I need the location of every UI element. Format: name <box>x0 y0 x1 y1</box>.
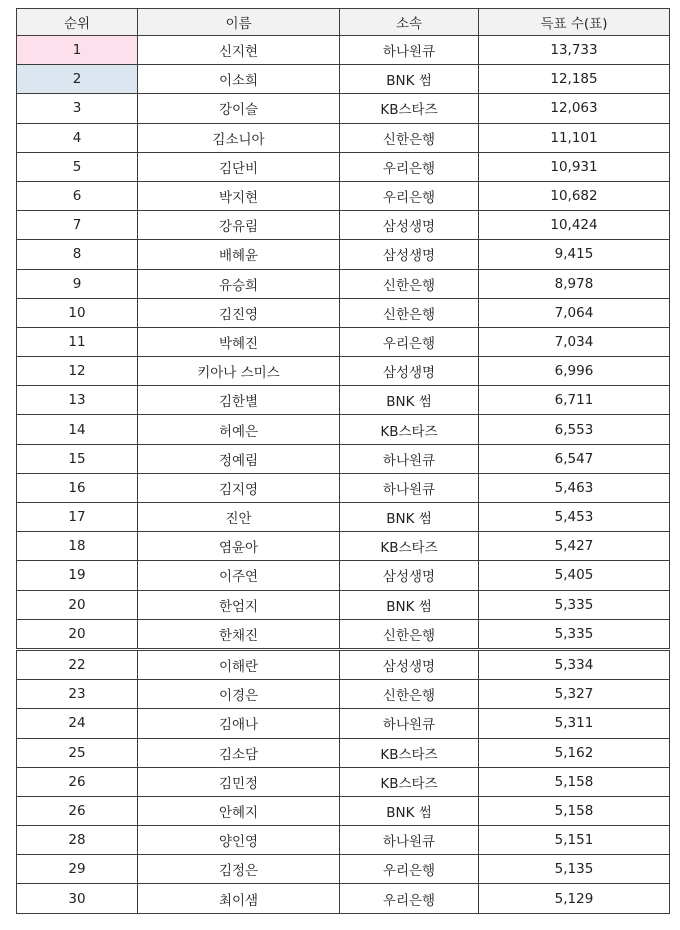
table-row <box>17 123 670 152</box>
votes-cell: 5,311 <box>479 709 670 738</box>
table-row <box>17 65 670 94</box>
votes-cell: 5,453 <box>479 503 670 532</box>
votes-cell: 5,335 <box>479 619 670 649</box>
name-cell: 한엄지 <box>138 590 340 619</box>
name-cell: 김진영 <box>138 298 340 327</box>
vote-ranking-table <box>16 8 670 914</box>
table-row <box>17 240 670 269</box>
rank-cell: 17 <box>17 503 138 532</box>
name-cell: 진안 <box>138 503 340 532</box>
table-row <box>17 152 670 181</box>
rank-cell: 28 <box>17 826 138 855</box>
votes-cell: 10,931 <box>479 152 670 181</box>
name-cell: 키아나 스미스 <box>138 357 340 386</box>
team-cell: 삼성생명 <box>340 357 479 386</box>
team-cell: KB스타즈 <box>340 738 479 767</box>
table-row <box>17 709 670 738</box>
votes-cell: 6,553 <box>479 415 670 444</box>
team-cell: 신한은행 <box>340 298 479 327</box>
rank-cell: 15 <box>17 444 138 473</box>
votes-cell: 12,185 <box>479 65 670 94</box>
name-cell: 이주연 <box>138 561 340 590</box>
table-row <box>17 386 670 415</box>
votes-cell: 5,334 <box>479 649 670 679</box>
votes-cell: 9,415 <box>479 240 670 269</box>
votes-cell: 13,733 <box>479 36 670 65</box>
team-cell: 삼성생명 <box>340 649 479 679</box>
table-row <box>17 884 670 913</box>
rank-cell: 29 <box>17 855 138 884</box>
table-row <box>17 796 670 825</box>
table-row <box>17 269 670 298</box>
team-cell: 우리은행 <box>340 152 479 181</box>
name-cell: 이소희 <box>138 65 340 94</box>
votes-cell: 10,682 <box>479 181 670 210</box>
team-cell: 하나원큐 <box>340 444 479 473</box>
rank-cell: 6 <box>17 181 138 210</box>
name-cell: 배혜윤 <box>138 240 340 269</box>
name-cell: 최이샘 <box>138 884 340 913</box>
rank-cell: 2 <box>17 65 138 94</box>
team-cell: 우리은행 <box>340 855 479 884</box>
name-cell: 박혜진 <box>138 327 340 356</box>
name-cell: 강이슬 <box>138 94 340 123</box>
rank-cell: 3 <box>17 94 138 123</box>
votes-cell: 5,335 <box>479 590 670 619</box>
votes-cell: 5,158 <box>479 767 670 796</box>
team-cell: 하나원큐 <box>340 36 479 65</box>
votes-cell: 5,151 <box>479 826 670 855</box>
name-cell: 양인영 <box>138 826 340 855</box>
team-cell: 하나원큐 <box>340 709 479 738</box>
team-cell: 삼성생명 <box>340 561 479 590</box>
rank-cell: 13 <box>17 386 138 415</box>
votes-cell: 5,129 <box>479 884 670 913</box>
table-row <box>17 415 670 444</box>
name-cell: 한채진 <box>138 619 340 649</box>
votes-cell: 5,162 <box>479 738 670 767</box>
rank-cell: 23 <box>17 680 138 709</box>
rank-cell: 26 <box>17 796 138 825</box>
name-cell: 유승희 <box>138 269 340 298</box>
table-row <box>17 298 670 327</box>
rank-cell: 1 <box>17 36 138 65</box>
votes-cell: 12,063 <box>479 94 670 123</box>
header-votes: 득표 수(표) <box>479 9 670 36</box>
votes-cell: 5,135 <box>479 855 670 884</box>
rank-cell: 22 <box>17 649 138 679</box>
table-row <box>17 738 670 767</box>
team-cell: KB스타즈 <box>340 532 479 561</box>
table-row <box>17 649 670 679</box>
votes-cell: 5,427 <box>479 532 670 561</box>
table-row <box>17 94 670 123</box>
name-cell: 정예림 <box>138 444 340 473</box>
team-cell: 우리은행 <box>340 327 479 356</box>
votes-cell: 6,547 <box>479 444 670 473</box>
header-name: 이름 <box>138 9 340 36</box>
table-row <box>17 327 670 356</box>
team-cell: 신한은행 <box>340 123 479 152</box>
votes-cell: 5,405 <box>479 561 670 590</box>
rank-cell: 11 <box>17 327 138 356</box>
rank-cell: 14 <box>17 415 138 444</box>
team-cell: 삼성생명 <box>340 211 479 240</box>
votes-cell: 5,327 <box>479 680 670 709</box>
table-row <box>17 561 670 590</box>
votes-cell: 7,064 <box>479 298 670 327</box>
table-row <box>17 36 670 65</box>
name-cell: 허예은 <box>138 415 340 444</box>
name-cell: 강유림 <box>138 211 340 240</box>
table-row <box>17 211 670 240</box>
team-cell: 우리은행 <box>340 884 479 913</box>
votes-cell: 5,463 <box>479 473 670 502</box>
name-cell: 이해란 <box>138 649 340 679</box>
team-cell: BNK 썸 <box>340 65 479 94</box>
table-row <box>17 767 670 796</box>
team-cell: BNK 썸 <box>340 590 479 619</box>
name-cell: 안혜지 <box>138 796 340 825</box>
team-cell: KB스타즈 <box>340 415 479 444</box>
name-cell: 염윤아 <box>138 532 340 561</box>
name-cell: 이경은 <box>138 680 340 709</box>
table-row <box>17 473 670 502</box>
team-cell: 신한은행 <box>340 619 479 649</box>
votes-cell: 7,034 <box>479 327 670 356</box>
team-cell: 삼성생명 <box>340 240 479 269</box>
team-cell: 신한은행 <box>340 680 479 709</box>
rank-cell: 26 <box>17 767 138 796</box>
votes-cell: 8,978 <box>479 269 670 298</box>
rank-cell: 20 <box>17 619 138 649</box>
table-body <box>17 36 670 914</box>
rank-cell: 8 <box>17 240 138 269</box>
rank-cell: 5 <box>17 152 138 181</box>
team-cell: 우리은행 <box>340 181 479 210</box>
table-row <box>17 855 670 884</box>
rank-cell: 18 <box>17 532 138 561</box>
table-row <box>17 181 670 210</box>
name-cell: 김한별 <box>138 386 340 415</box>
votes-cell: 11,101 <box>479 123 670 152</box>
rank-cell: 24 <box>17 709 138 738</box>
rank-cell: 7 <box>17 211 138 240</box>
team-cell: BNK 썸 <box>340 796 479 825</box>
table-row <box>17 357 670 386</box>
name-cell: 김민정 <box>138 767 340 796</box>
team-cell: KB스타즈 <box>340 94 479 123</box>
team-cell: 하나원큐 <box>340 473 479 502</box>
name-cell: 박지현 <box>138 181 340 210</box>
name-cell: 김단비 <box>138 152 340 181</box>
name-cell: 김지영 <box>138 473 340 502</box>
name-cell: 김소니아 <box>138 123 340 152</box>
rank-cell: 9 <box>17 269 138 298</box>
table-row <box>17 826 670 855</box>
rank-cell: 25 <box>17 738 138 767</box>
votes-cell: 10,424 <box>479 211 670 240</box>
name-cell: 김소담 <box>138 738 340 767</box>
rank-cell: 4 <box>17 123 138 152</box>
table-row <box>17 444 670 473</box>
rank-cell: 20 <box>17 590 138 619</box>
votes-cell: 6,711 <box>479 386 670 415</box>
table-row <box>17 532 670 561</box>
rank-cell: 16 <box>17 473 138 502</box>
rank-cell: 10 <box>17 298 138 327</box>
table-row <box>17 619 670 649</box>
name-cell: 신지현 <box>138 36 340 65</box>
team-cell: BNK 썸 <box>340 503 479 532</box>
name-cell: 김애나 <box>138 709 340 738</box>
team-cell: 신한은행 <box>340 269 479 298</box>
rank-cell: 30 <box>17 884 138 913</box>
rank-cell: 12 <box>17 357 138 386</box>
team-cell: KB스타즈 <box>340 767 479 796</box>
table-row <box>17 590 670 619</box>
header-rank: 순위 <box>17 9 138 36</box>
table-row <box>17 680 670 709</box>
votes-cell: 6,996 <box>479 357 670 386</box>
header-team: 소속 <box>340 9 479 36</box>
team-cell: BNK 썸 <box>340 386 479 415</box>
rank-cell: 19 <box>17 561 138 590</box>
team-cell: 하나원큐 <box>340 826 479 855</box>
name-cell: 김정은 <box>138 855 340 884</box>
header-row <box>17 9 670 36</box>
votes-cell: 5,158 <box>479 796 670 825</box>
table-row <box>17 503 670 532</box>
